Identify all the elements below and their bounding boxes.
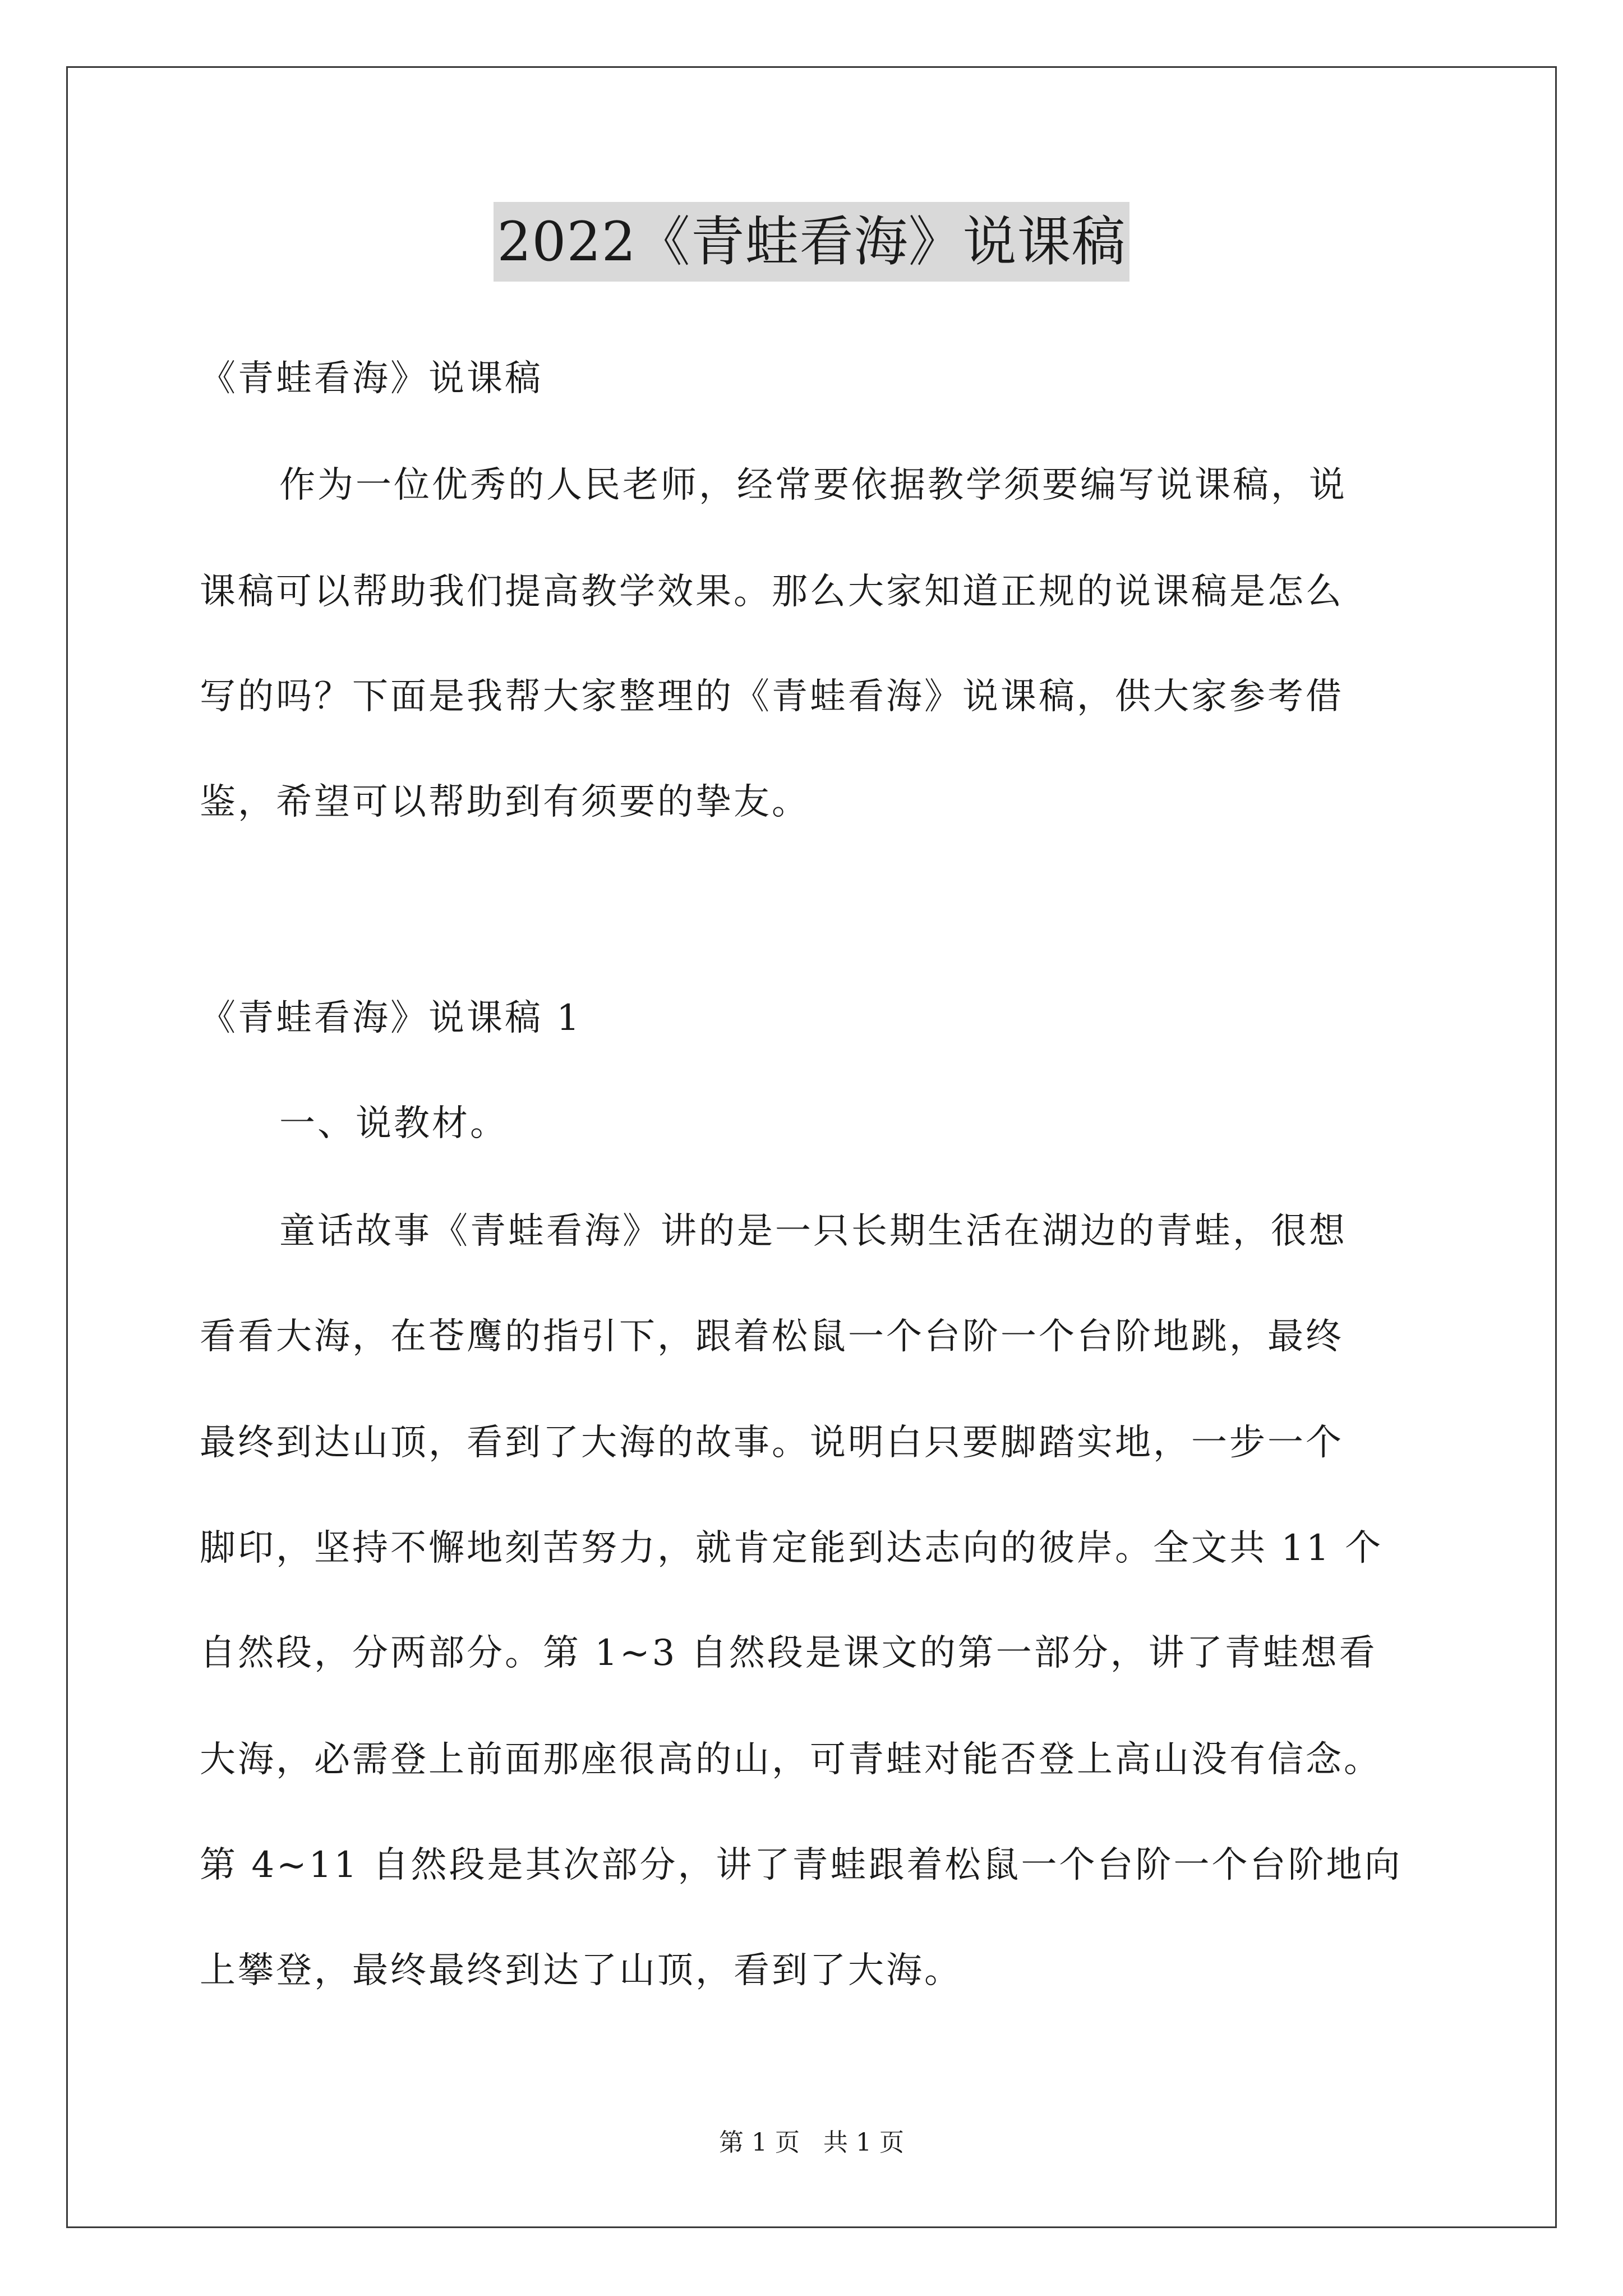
body-line-2: 看看大海，在苍鹰的指引下，跟着松鼠一个台阶一个台阶地跳，最终 [200, 1316, 1344, 1358]
intro-line-4: 鉴，希望可以帮助到有须要的挚友。 [200, 781, 810, 823]
intro-line-1: 作为一位优秀的人民老师，经常要依据教学须要编写说课稿，说 [279, 464, 1347, 506]
section-heading: 一、说教材。 [279, 1103, 508, 1144]
intro-line-2: 课稿可以帮助我们提高教学效果。那么大家知道正规的说课稿是怎么 [200, 571, 1344, 613]
section-title: 《青蛙看海》说课稿 1 [200, 997, 582, 1039]
body-line-6: 大海，必需登上前面那座很高的山，可青蛙对能否登上高山没有信念。 [200, 1739, 1382, 1780]
body-line-1: 童话故事《青蛙看海》讲的是一只长期生活在湖边的青蛙，很想 [279, 1211, 1347, 1252]
subtitle: 《青蛙看海》说课稿 [200, 358, 543, 399]
body-line-5: 自然段，分两部分。第 1~3 自然段是课文的第一部分，讲了青蛙想看 [200, 1632, 1377, 1674]
intro-line-3: 写的吗？下面是我帮大家整理的《青蛙看海》说课稿，供大家参考借 [200, 676, 1344, 717]
body-line-4: 脚印，坚持不懈地刻苦努力，就肯定能到达志向的彼岸。全文共 11 个 [200, 1527, 1384, 1569]
page-footer: 第 1 页 共 1 页 [719, 2128, 904, 2157]
body-line-8: 上攀登，最终最终到达了山顶，看到了大海。 [200, 1950, 962, 1991]
document-title: 2022《青蛙看海》说课稿 [494, 202, 1129, 282]
title-container [0, 202, 1623, 282]
body-line-7: 第 4~11 自然段是其次部分，讲了青蛙跟着松鼠一个台阶一个台阶地向 [200, 1844, 1403, 1886]
body-line-3: 最终到达山顶，看到了大海的故事。说明白只要脚踏实地，一步一个 [200, 1422, 1344, 1464]
